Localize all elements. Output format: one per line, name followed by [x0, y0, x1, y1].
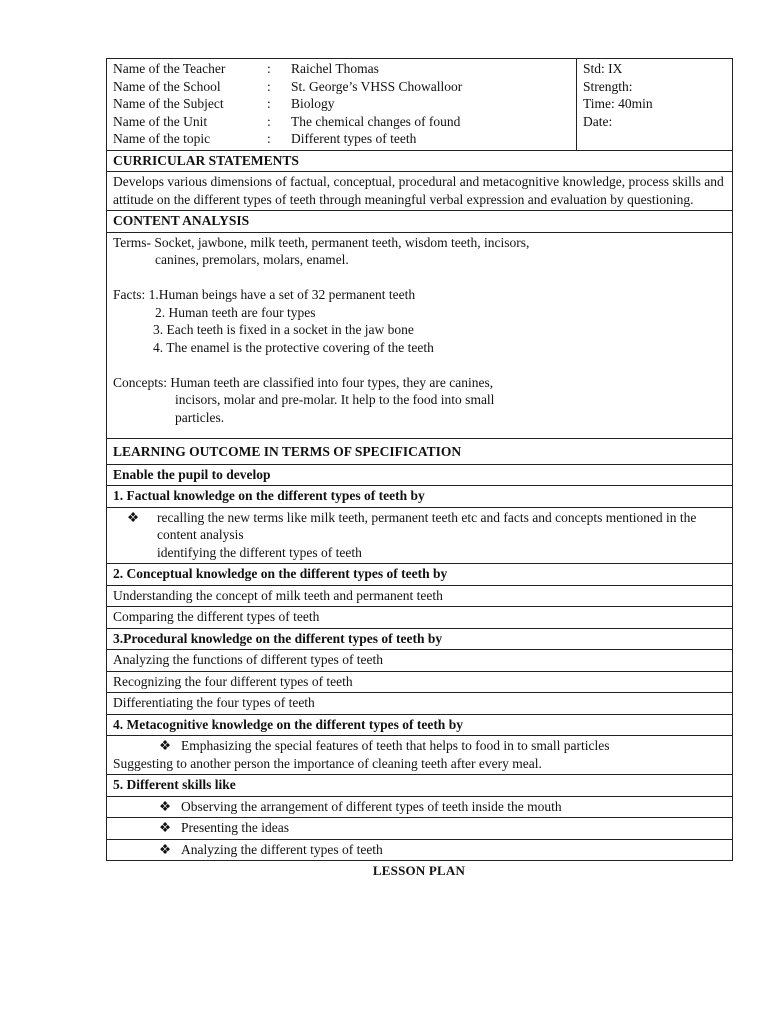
meta-items: [107, 736, 733, 775]
terms-line: canines, premolars, molars, enamel.: [155, 252, 349, 267]
list-item: [113, 737, 726, 755]
teacher-row: [113, 60, 570, 78]
school-value: St. George’s VHSS Chowalloor: [291, 78, 463, 94]
subject-row: [113, 95, 570, 113]
skills-item-text: Observing the arrangement of different types of teeth inside the mouth: [181, 798, 562, 814]
lesson-plan-page: [106, 58, 732, 879]
topic-value: Different types of teeth: [291, 131, 417, 146]
subject-label: Name of the Subject: [113, 96, 224, 111]
bullet-icon: ❖: [159, 798, 172, 814]
lesson-plan-table: [106, 58, 733, 861]
conceptual-item: Understanding the concept of milk teeth and permanent teeth: [107, 585, 733, 607]
school-label: Name of the School: [113, 78, 221, 94]
fact-item: 4. The enamel is the protective covering of the teeth: [153, 339, 434, 355]
factual-item-text: recalling the new terms like milk teeth, permanent teeth etc and facts and concepts mentioned in the content analysis: [157, 509, 697, 542]
content-heading: CONTENT ANALYSIS: [107, 211, 733, 233]
skills-item-text: Analyzing the different types of teeth: [181, 841, 383, 857]
skills-heading: 5. Different skills like: [107, 775, 733, 797]
separator: :: [267, 61, 271, 76]
subject-value: Biology: [291, 96, 335, 111]
conceptual-item: Comparing the different types of teeth: [107, 607, 733, 629]
fact-item: 3. Each teeth is fixed in a socket in the jaw bone: [153, 322, 414, 337]
bullet-icon: ❖: [127, 509, 140, 525]
fact-item: 2. Human teeth are four types: [155, 304, 316, 320]
unit-row: [113, 113, 570, 131]
meta-heading: 4. Metacognitive knowledge on the different types of teeth by: [107, 714, 733, 736]
meta-item-text: Emphasizing the special features of teeth that helps to food in to small particles: [181, 738, 610, 753]
time-text: Time: 40min: [583, 96, 653, 111]
skills-item: [107, 818, 733, 840]
content-analysis: [107, 232, 733, 439]
std-text: Std: IX: [583, 61, 623, 76]
conceptual-heading: 2. Conceptual knowledge on the different types of teeth by: [107, 564, 733, 586]
meta-item-text: Suggesting to another person the importance of cleaning teeth after every meal.: [113, 755, 542, 771]
factual-items: [107, 507, 733, 564]
header-details: [107, 59, 577, 151]
skills-item-text: Presenting the ideas: [181, 820, 289, 835]
skills-item: [107, 796, 733, 818]
separator: :: [267, 78, 271, 94]
procedural-item: Analyzing the functions of different types of teeth: [107, 650, 733, 672]
bullet-icon: ❖: [159, 820, 172, 835]
topic-row: [113, 130, 570, 148]
concept-line: incisors, molar and pre-molar. It help to the food into small: [175, 392, 495, 407]
procedural-item: Differentiating the four types of teeth: [107, 693, 733, 715]
learning-heading: LEARNING OUTCOME IN TERMS OF SPECIFICATION: [107, 439, 733, 465]
factual-heading: 1. Factual knowledge on the different types of teeth by: [107, 486, 733, 508]
teacher-value: Raichel Thomas: [291, 61, 379, 76]
header-row: [107, 59, 733, 151]
factual-item-text: identifying the different types of teeth: [157, 544, 362, 560]
school-row: [113, 78, 570, 96]
enable-text: Enable the pupil to develop: [107, 464, 733, 486]
terms-line: Terms- Socket, jawbone, milk teeth, permanent teeth, wisdom teeth, incisors,: [113, 234, 530, 250]
concept-line: particles.: [175, 409, 225, 425]
header-class-info: [577, 59, 733, 151]
unit-label: Name of the Unit: [113, 113, 208, 129]
procedural-item: Recognizing the four different types of teeth: [107, 671, 733, 693]
concept-line: Concepts: Human teeth are classified into four types, they are canines,: [113, 374, 494, 390]
bullet-icon: ❖: [159, 841, 172, 857]
unit-value: The chemical changes of found: [291, 113, 461, 129]
teacher-label: Name of the Teacher: [113, 61, 226, 76]
separator: :: [267, 113, 271, 129]
date-text: Date:: [583, 113, 613, 129]
list-item: [113, 544, 726, 562]
topic-label: Name of the topic: [113, 131, 211, 146]
strength-text: Strength:: [583, 78, 633, 94]
curricular-text: Develops various dimensions of factual, conceptual, procedural and metacognitive knowledge, process skills and attitude on the different types of teeth through meaningful verbal expression and evaluation by questioning.: [107, 172, 733, 211]
procedural-heading: 3.Procedural knowledge on the different types of teeth by: [107, 628, 733, 650]
bullet-icon: ❖: [159, 738, 172, 753]
list-item: [113, 509, 726, 544]
separator: :: [267, 96, 271, 111]
curricular-heading: CURRICULAR STATEMENTS: [107, 150, 733, 172]
fact-item: Facts: 1.Human beings have a set of 32 permanent teeth: [113, 287, 416, 302]
lesson-plan-footer: LESSON PLAN: [372, 863, 466, 878]
separator: :: [267, 131, 271, 146]
skills-item: [107, 839, 733, 861]
